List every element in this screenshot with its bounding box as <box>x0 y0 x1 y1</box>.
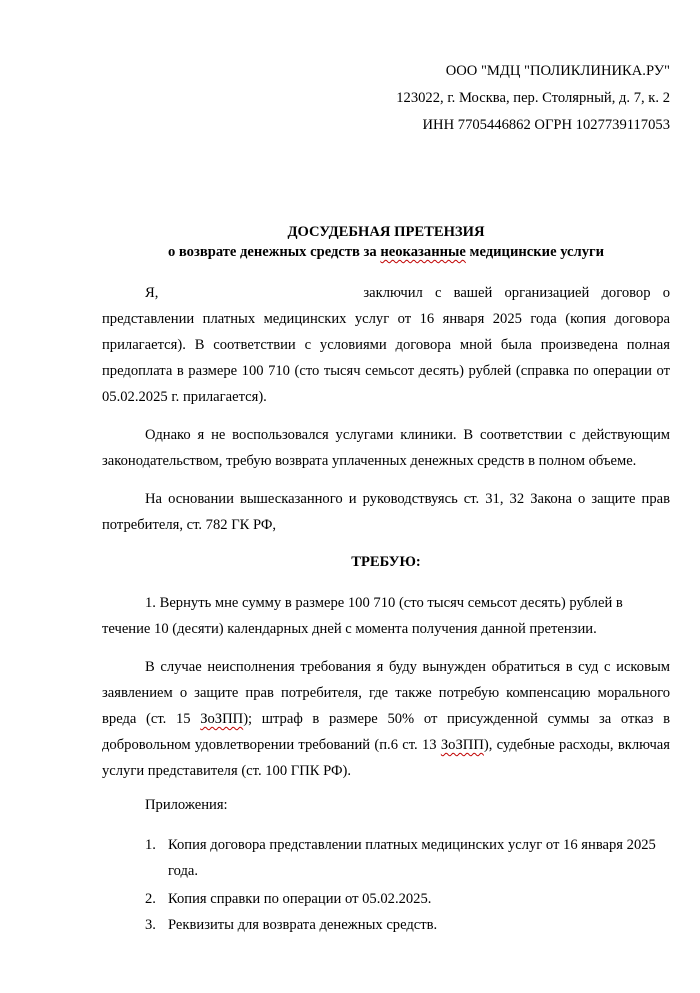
subtitle-part2: медицинские услуги <box>465 244 605 260</box>
subtitle-part1: о возврате денежных средств за <box>167 244 381 260</box>
paragraph-contract-rest: заключил с вашей организацией договор о представлении платных медицинских услуг от 16 января 2025 года (копия договора прилагается). В соответствии с условиями договора мной была произведена полная предоплата в размере 100 710 (сто тысяч семьсот десять) рублей (справка по операции от 05.02.2025 г. прилагается). <box>102 285 670 405</box>
paragraph-refusal-text: Однако я не воспользовался услугами клиники. В соответствии с действующим законодательством, требую возврата уплаченных денежных средств в полном объеме. <box>102 427 670 469</box>
consequences-part2: ); штраф в размере 50% от присужденной суммы за отказ в добровольном удовлетворении требований (п.6 ст. 13 <box>102 711 670 753</box>
subtitle-misspelled-word: неоказанные <box>380 244 466 260</box>
document-title: ДОСУДЕБНАЯ ПРЕТЕНЗИЯ <box>287 224 485 240</box>
document-subtitle <box>0 244 700 261</box>
demand-heading: ТРЕБУЮ: <box>351 554 421 570</box>
paragraph-consequences <box>102 654 670 784</box>
attachments-list <box>145 832 665 938</box>
recipient-ids: ИНН 7705446862 ОГРН 1027739117053 <box>422 117 670 133</box>
demand-item-text: 1. Вернуть мне сумму в размере 100 710 (сто тысяч семьсот десять) рублей в течение 10 (десяти) календарных дней с момента получения данной претензии. <box>102 595 623 637</box>
paragraph-legal-basis <box>102 486 670 538</box>
list-item-text: Реквизиты для возврата денежных средств. <box>168 917 438 933</box>
consequences-abbr2: ЗоЗПП <box>440 737 484 753</box>
list-item-text: Копия справки по операции от 05.02.2025. <box>168 891 432 907</box>
list-item-number: 1. <box>145 837 156 853</box>
paragraph-legal-basis-text: На основании вышесказанного и руководствуясь ст. 31, 32 Закона о защите прав потребителя, ст. 782 ГК РФ, <box>102 491 670 533</box>
paragraph-contract-start: Я, <box>145 285 159 301</box>
list-item <box>145 832 665 884</box>
list-item <box>145 886 665 912</box>
list-item-text: Копия договора представлении платных медицинских услуг от 16 января 2025 года. <box>168 837 656 879</box>
paragraph-contract <box>102 280 670 410</box>
paragraph-refusal <box>102 422 670 474</box>
list-item-number: 2. <box>145 891 156 907</box>
recipient-address: 123022, г. Москва, пер. Столярный, д. 7, к. 2 <box>396 90 670 106</box>
list-item <box>145 912 665 938</box>
consequences-part3: ), судебные расходы, включая услуги представителя (ст. 100 ГПК РФ). <box>102 737 671 779</box>
consequences-part1: В случае неисполнения требования я буду вынужден обратиться в суд с исковым заявлением о защите прав потребителя, где также потребую компенсацию морального вреда (ст. 15 <box>102 659 670 727</box>
recipient-block <box>396 58 670 139</box>
recipient-org: ООО "МДЦ "ПОЛИКЛИНИКА.РУ" <box>445 63 670 79</box>
demand-item <box>102 590 670 642</box>
consequences-abbr1: ЗоЗПП <box>200 711 244 727</box>
list-item-number: 3. <box>145 917 156 933</box>
attachments-title: Приложения: <box>145 797 228 813</box>
